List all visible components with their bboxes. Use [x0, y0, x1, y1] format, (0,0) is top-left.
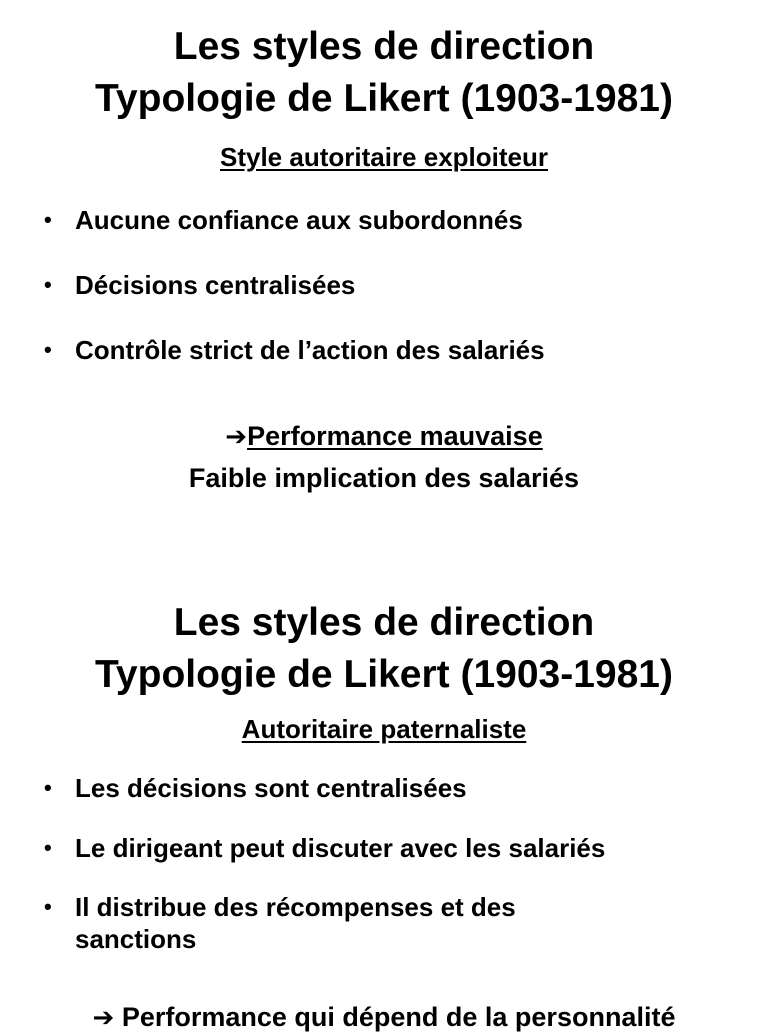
- slide-title-line-1: Les styles de direction: [173, 25, 595, 68]
- bullet-text: Décisions centralisées: [75, 270, 356, 300]
- conclusion-main: Performance qui dépend de la personnalité: [121, 1002, 676, 1032]
- conclusion-line: [0, 419, 768, 454]
- bullet-text: Contrôle strict de l’action des salariés: [75, 335, 545, 365]
- slide-autoritaire-paternaliste: [0, 576, 768, 1033]
- conclusion-line: [0, 1000, 768, 1035]
- bullet-dot-icon: •: [44, 207, 52, 232]
- bullet-text: Les décisions sont centralisées: [75, 773, 467, 803]
- slide-title-line-2: Typologie de Likert (1903-1981): [95, 653, 673, 696]
- bullet-dot-icon: •: [44, 835, 52, 860]
- bullet-text: Aucune confiance aux subordonnés: [75, 205, 523, 235]
- bullet-dot-icon: •: [44, 337, 52, 362]
- conclusion-main: Performance mauvaise: [247, 421, 543, 451]
- bullet-dot-icon: •: [44, 775, 52, 800]
- right-arrow-icon: ➔: [92, 1003, 115, 1033]
- slide-title-line-1: Les styles de direction: [173, 601, 595, 644]
- bullet-text: Le dirigeant peut discuter avec les salariés: [75, 833, 606, 863]
- conclusion-sub: Faible implication des salariés: [188, 463, 580, 493]
- bullet-text: Il distribue des récompenses et des sanctions: [75, 892, 516, 954]
- bullet-dot-icon: •: [44, 894, 52, 919]
- slide-subtitle: Autoritaire paternaliste: [241, 714, 527, 744]
- right-arrow-icon: ➔: [225, 422, 248, 452]
- slide-subtitle: Style autoritaire exploiteur: [220, 142, 548, 172]
- bullet-dot-icon: •: [44, 272, 52, 297]
- slide-title-line-2: Typologie de Likert (1903-1981): [95, 77, 673, 120]
